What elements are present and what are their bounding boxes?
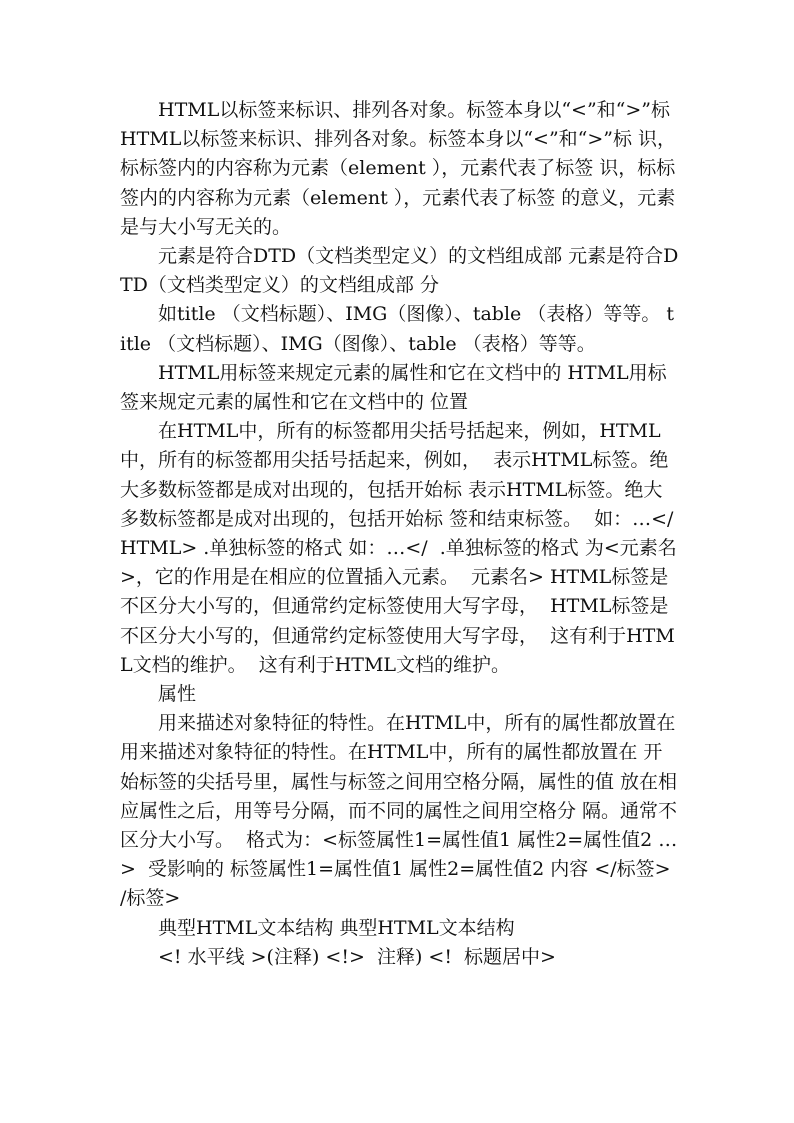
paragraph-element-position: HTML用标签来规定元素的属性和它在文档中的 HTML用标签来规定元素的属性和它在文档中的 位置	[120, 361, 667, 414]
paragraph-attributes: 用来描述对象特征的特性。在HTML中，所有的属性都放置在 用来描述对象特征的特性。在HTML中，所有的属性都放置在 开始标签的尖括号里，属性与标签之间用空格分隔，属性的值 放在相应属性之后，用等号分隔，而不同的属性之间用空格分 隔。通常不区分大小写。 格式为：<标签属性1=属性值1 属性2=属性值2 …> 受影响的 标签属性1=属性值1 属性2=属性值2 内容 </标签> /标签>	[120, 712, 682, 910]
paragraph-typical-structure: 典型HTML文本结构 典型HTML文本结构	[158, 916, 515, 939]
paragraph-comments: <! 水平线 >(注释) <!> 注释) <! 标题居中>	[158, 945, 556, 968]
section-heading-attributes: 属性	[158, 683, 197, 706]
paragraph-element-examples: 如title （文档标题）、IMG（图像）、table （表格）等等。 title （文档标题）、IMG（图像）、table （表格）等等。	[120, 303, 675, 355]
paragraph-dtd-elements: 元素是符合DTD（文档类型定义）的文档组成部 元素是符合DTD（文档类型定义）的文档组成部 分	[120, 245, 679, 297]
paragraph-html-tags-intro: HTML以标签来标识、排列各对象。标签本身以“<”和“>”标 HTML以标签来标识、排列各对象。标签本身以“<”和“>”标 识，标标签内的内容称为元素（element ），元素代表了标签 识，标标签内的内容称为元素（element ），元素代表了标签 的意义，元素是与大小写无关的。	[120, 99, 677, 238]
document-body	[120, 96, 680, 972]
paragraph-angle-brackets: 在HTML中，所有的标签都用尖括号括起来，例如，HTML中，所有的标签都用尖括号括起来，例如， 表示HTML标签。绝大多数标签都是成对出现的，包括开始标 表示HTML标签。绝大多数标签都是成对出现的，包括开始标 签和结束标签。 如：…</ HTML> .单独标签的格式 如：…</ .单独标签的格式 为<元素名>，它的作用是在相应的位置插入元素。 元素名> HTML标签是不区分大小写的，但通常约定标签使用大写字母， HTML标签是不区分大小写的，但通常约定标签使用大写字母， 这有利于HTML文档的维护。 这有利于HTML文档的维护。	[120, 420, 680, 676]
